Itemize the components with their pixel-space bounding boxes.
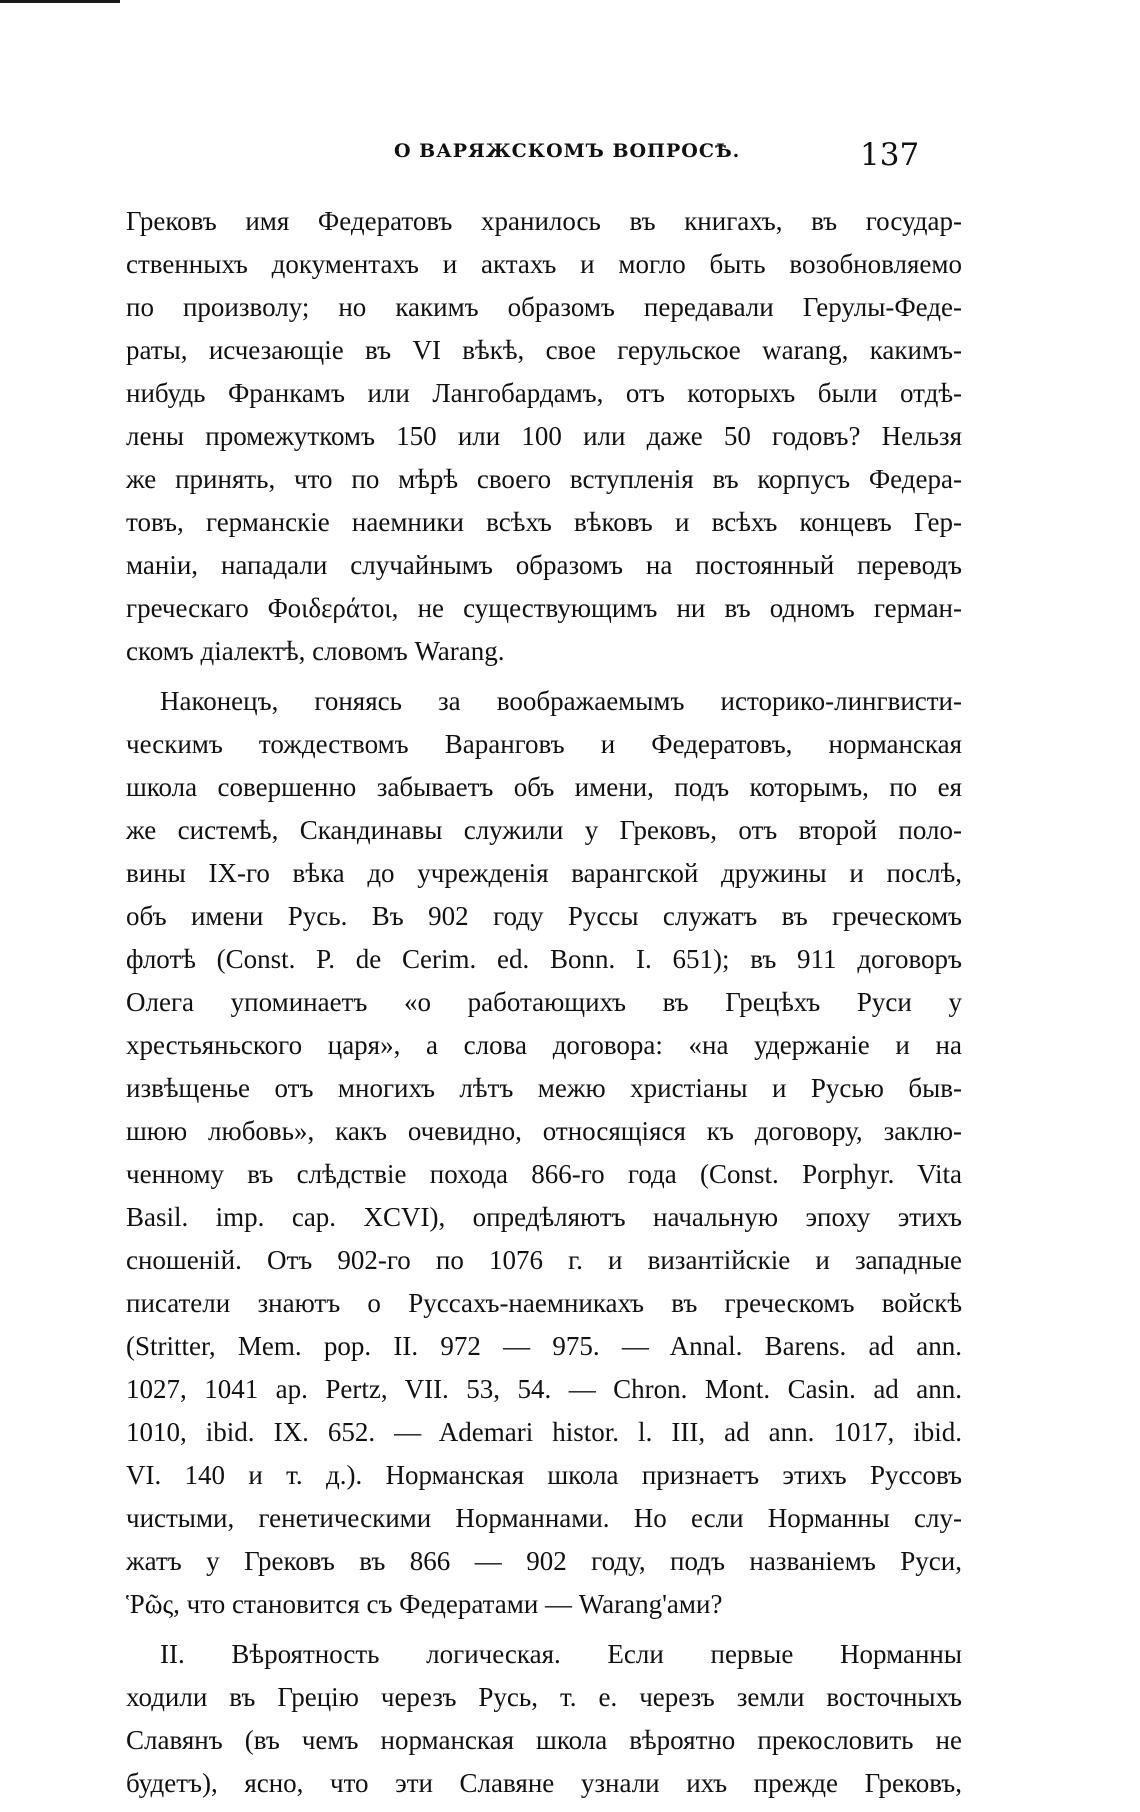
text-line: писатели знаютъ о Руссахъ-наемникахъ въ греческомъ войскѣ: [126, 1288, 962, 1318]
text-line: ходили въ Грецію черезъ Русь, т. е. черезъ земли восточныхъ: [126, 1682, 962, 1712]
text-line: по произволу; но какимъ образомъ передавали Герулы-Феде-: [126, 292, 962, 322]
text-line: же принять, что по мѣрѣ своего вступленія въ корпусъ Федера-: [126, 464, 962, 494]
text-line: товъ, германскіе наемники всѣхъ вѣковъ и всѣхъ концевъ Гер-: [126, 507, 962, 537]
text-line: Ῥῶς, что становится съ Федератами — Warang'ами?: [126, 1589, 723, 1619]
text-line: Олега упоминаетъ «о работающихъ въ Грецѣхъ Руси у: [126, 987, 962, 1017]
text-line: раты, исчезающіе въ VI вѣкѣ, свое герульское warang, какимъ-: [126, 335, 962, 365]
text-line: чистыми, генетическими Норманнами. Но если Норманны слу-: [126, 1503, 962, 1533]
text-line: жатъ у Грековъ въ 866 — 902 году, подъ названіемъ Руси,: [126, 1546, 962, 1576]
text-line: II. Вѣроятность логическая. Если первые Норманны: [160, 1639, 962, 1669]
text-line: скомъ діалектѣ, словомъ Warang.: [126, 636, 505, 666]
text-line: (Stritter, Mem. pop. II. 972 — 975. — Annal. Barens. ad ann.: [126, 1331, 962, 1361]
running-title: О ВАРЯЖСКОМЪ ВОПРОСѢ.: [394, 140, 741, 162]
body-text: [126, 200, 962, 1812]
text-line: Наконецъ, гоняясь за воображаемымъ историко-лингвисти-: [160, 686, 962, 716]
text-line: флотѣ (Const. P. de Cerim. ed. Bonn. I. 651); въ 911 договоръ: [126, 944, 962, 974]
text-line: хрестьяньского царя», а слова договора: «на удержаніе и на: [126, 1030, 962, 1060]
text-line: сношеній. Отъ 902-го по 1076 г. и византійскіе и западные: [126, 1245, 962, 1275]
text-line: будетъ), ясно, что эти Славяне узнали ихъ прежде Грековъ,: [126, 1768, 962, 1798]
text-line: 1027, 1041 ap. Pertz, VII. 53, 54. — Chron. Mont. Casin. ad ann.: [126, 1374, 962, 1404]
text-line: Грековъ имя Федератовъ хранилось въ книгахъ, въ государ-: [126, 206, 962, 236]
text-line: греческаго Φοιδεράτοι, не существующимъ ни въ одномъ герман-: [126, 593, 962, 623]
text-line: ческимъ тождествомъ Варанговъ и Федератовъ, норманская: [126, 729, 962, 759]
text-line: объ имени Русь. Въ 902 году Руссы служатъ въ греческомъ: [126, 901, 962, 931]
text-line: лены промежуткомъ 150 или 100 или даже 50 годовъ? Нельзя: [126, 421, 962, 451]
scan-edge-rule: [0, 0, 120, 3]
text-line: извѣщенье отъ многихъ лѣтъ межю христіаны и Русью быв-: [126, 1073, 962, 1103]
text-line: маніи, нападали случайнымъ образомъ на постоянный переводъ: [126, 550, 962, 580]
text-line: Славянъ (въ чемъ норманская школа вѣроятно прекословить не: [126, 1725, 962, 1755]
paragraph-2: [126, 680, 962, 1626]
text-line: нибудь Франкамъ или Лангобардамъ, отъ которыхъ были отдѣ-: [126, 378, 962, 408]
text-line: же системѣ, Скандинавы служили у Грековъ, отъ второй поло-: [126, 815, 962, 845]
text-line: шюю любовь», какъ очевидно, относящіяся къ договору, заклю-: [126, 1116, 962, 1146]
paragraph-1: [126, 200, 962, 673]
paragraph-3: [126, 1633, 962, 1805]
text-line: 1010, ibid. IX. 652. — Ademari histor. l. III, ad ann. 1017, ibid.: [126, 1417, 962, 1447]
page-number: 137: [860, 137, 920, 173]
text-line: ченному въ слѣдствіе похода 866-го года (Const. Porphyr. Vita: [126, 1159, 962, 1189]
text-line: VI. 140 и т. д.). Норманская школа признаетъ этихъ Руссовъ: [126, 1460, 962, 1490]
text-line: Basil. imp. cap. XCVI), опредѣляютъ начальную эпоху этихъ: [126, 1202, 962, 1232]
text-line: школа совершенно забываетъ объ имени, подъ которымъ, по ея: [126, 772, 962, 802]
text-line: вины IX-го вѣка до учрежденія варангской дружины и послѣ,: [126, 858, 962, 888]
text-line: ственныхъ документахъ и актахъ и могло быть возобновляемо: [126, 249, 962, 279]
